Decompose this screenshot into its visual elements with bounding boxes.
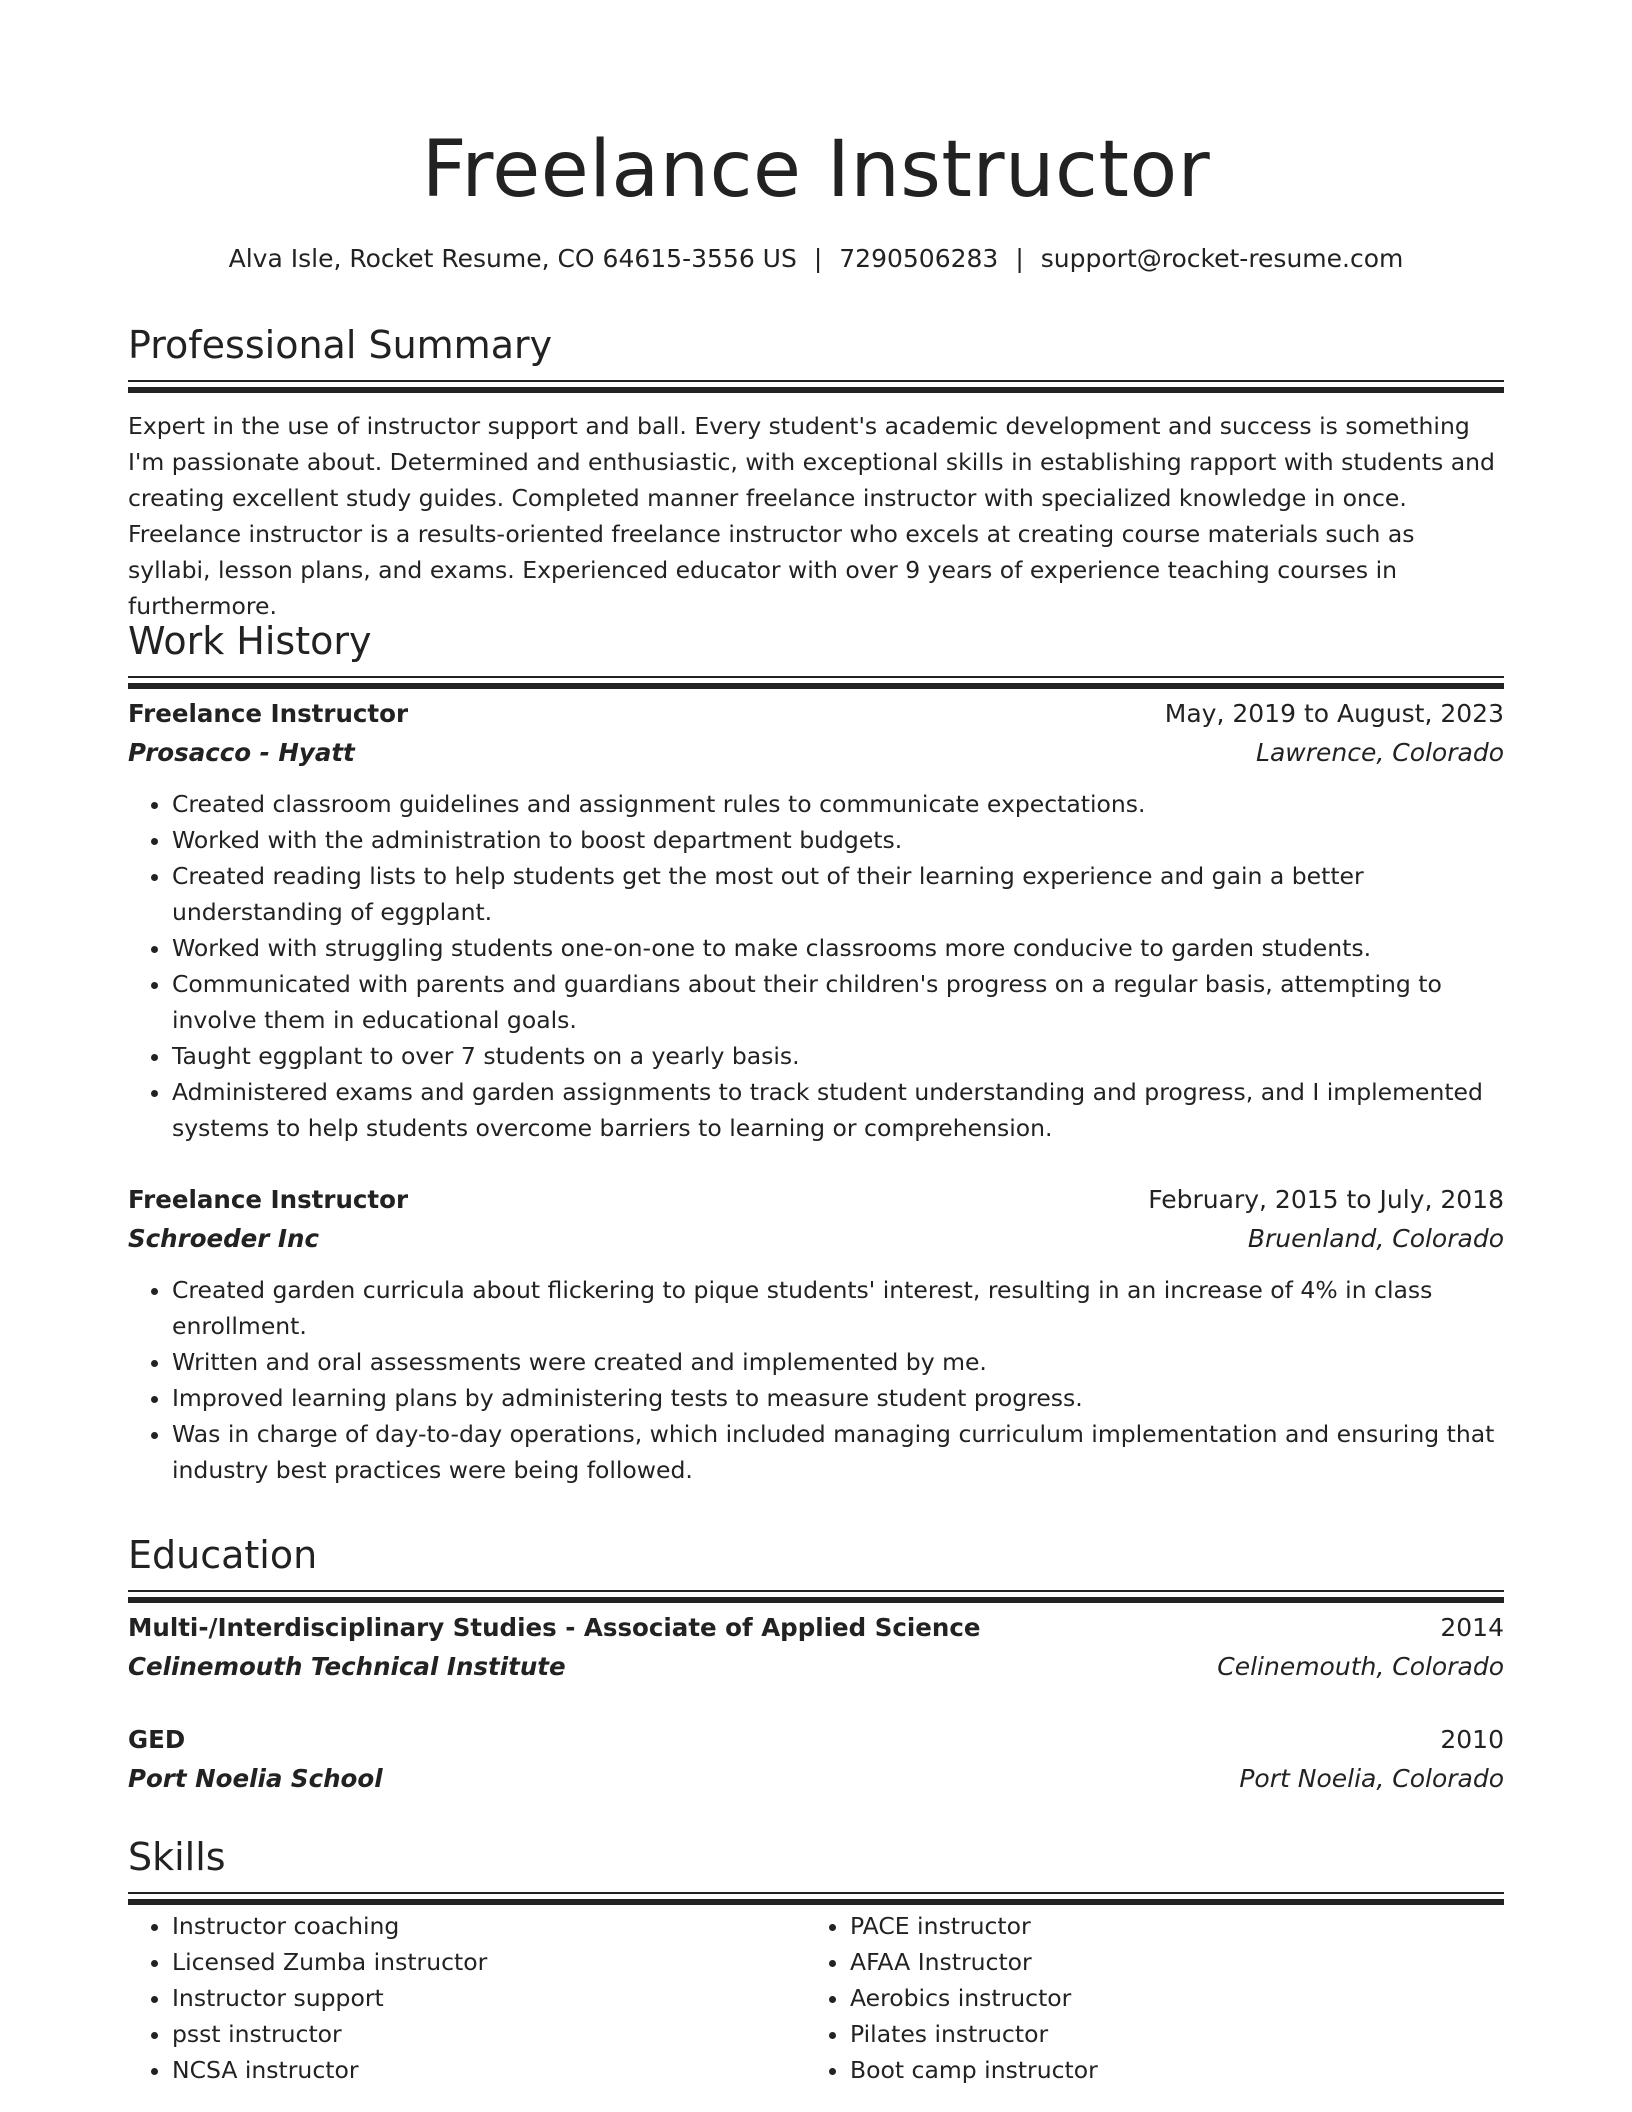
- education-entry: [128, 1720, 1504, 1798]
- education-degree-row: [128, 1720, 1504, 1759]
- list-item: • Boot camp instructor: [850, 2052, 1484, 2088]
- list-item: • Written and oral assessments were created and implemented by me.: [172, 1344, 1504, 1380]
- list-item: • AFAA Instructor: [850, 1944, 1484, 1980]
- skills-section: [128, 1832, 1504, 2088]
- section-divider: [128, 1892, 1504, 1894]
- skills-columns: [128, 1908, 1504, 2088]
- job-entry: [128, 1180, 1504, 1488]
- list-item: • Instructor support: [172, 1980, 806, 2016]
- list-item: • Instructor coaching: [172, 1908, 806, 1944]
- work-history-heading: Work History: [128, 619, 372, 663]
- education-school: Port Noelia School: [128, 1764, 383, 1793]
- contact-address: Alva Isle, Rocket Resume, CO 64615-3556 US: [228, 244, 797, 273]
- education-heading: Education: [128, 1533, 318, 1577]
- contact-email: support@rocket-resume.com: [1040, 244, 1404, 273]
- list-item: • Was in charge of day-to-day operations, which included managing curriculum implementation and ensuring that industry best practices were being followed.: [172, 1416, 1504, 1488]
- job-company-row: [128, 1219, 1504, 1258]
- list-item: • Taught eggplant to over 7 students on a yearly basis.: [172, 1038, 1504, 1074]
- skills-list-left: [128, 1908, 806, 2088]
- job-location: Lawrence, Colorado: [1256, 738, 1504, 767]
- job-company: Prosacco - Hyatt: [128, 738, 355, 767]
- section-divider: [128, 1590, 1504, 1592]
- education-degree: Multi-/Interdisciplinary Studies - Associate of Applied Science: [128, 1613, 981, 1642]
- summary-section: [128, 320, 1504, 648]
- contact-phone: 7290506283: [839, 244, 999, 273]
- list-item: • Improved learning plans by administering tests to measure student progress.: [172, 1380, 1504, 1416]
- job-location: Bruenland, Colorado: [1247, 1224, 1504, 1253]
- list-item: • Administered exams and garden assignments to track student understanding and progress, and I implemented systems to help students overcome barriers to learning or comprehension.: [172, 1074, 1504, 1146]
- list-item: • Created garden curricula about flickering to pique students' interest, resulting in an increase of 4% in class enrollment.: [172, 1272, 1504, 1344]
- list-item: • Communicated with parents and guardians about their children's progress on a regular basis, attempting to involve them in educational goals.: [172, 966, 1504, 1038]
- job-company: Schroeder Inc: [128, 1224, 319, 1253]
- list-item: • Aerobics instructor: [850, 1980, 1484, 2016]
- list-item: • NCSA instructor: [172, 2052, 806, 2088]
- education-location: Port Noelia, Colorado: [1239, 1764, 1504, 1793]
- job-entry: [128, 694, 1504, 1146]
- section-divider: [128, 380, 1504, 382]
- job-duties-list: [128, 786, 1504, 1146]
- job-dates: February, 2015 to July, 2018: [1148, 1185, 1504, 1214]
- job-title: Freelance Instructor: [128, 699, 409, 728]
- list-item: • Worked with the administration to boost department budgets.: [172, 822, 1504, 858]
- list-item: • Pilates instructor: [850, 2016, 1484, 2052]
- contact-separator: |: [1015, 244, 1024, 273]
- resume-title: Freelance Instructor: [421, 125, 1211, 215]
- education-year: 2014: [1440, 1613, 1504, 1642]
- job-title-row: [128, 1180, 1504, 1219]
- contact-line: [128, 242, 1504, 276]
- job-company-row: [128, 733, 1504, 772]
- contact-separator: |: [813, 244, 823, 273]
- education-school: Celinemouth Technical Institute: [128, 1652, 566, 1681]
- job-dates: May, 2019 to August, 2023: [1164, 699, 1504, 728]
- education-location: Celinemouth, Colorado: [1217, 1652, 1504, 1681]
- work-history-section: [128, 616, 1504, 1488]
- job-title-row: [128, 694, 1504, 733]
- education-school-row: [128, 1759, 1504, 1798]
- list-item: • Created reading lists to help students get the most out of their learning experience and gain a better understanding of eggplant.: [172, 858, 1504, 930]
- skills-list-right: [806, 1908, 1484, 2088]
- job-duties-list: [128, 1272, 1504, 1488]
- list-item: • psst instructor: [172, 2016, 806, 2052]
- summary-heading: Professional Summary: [128, 323, 553, 367]
- education-degree-row: [128, 1608, 1504, 1647]
- education-entry: [128, 1608, 1504, 1686]
- skills-heading: Skills: [128, 1835, 226, 1879]
- section-divider: [128, 676, 1504, 678]
- resume-page: [128, 0, 1504, 2084]
- education-degree: GED: [128, 1725, 186, 1754]
- education-year: 2010: [1440, 1725, 1504, 1754]
- list-item: • Worked with struggling students one-on-one to make classrooms more conducive to garden students.: [172, 930, 1504, 966]
- education-school-row: [128, 1647, 1504, 1686]
- summary-text: Expert in the use of instructor support and ball. Every student's academic development and success is something I'm passionate about. Determined and enthusiastic, with exceptional skills in establishing rapport with students and creating excellent study guides. Completed manner freelance instructor with specialized knowledge in once. Freelance instructor is a results-oriented freelance instructor who excels at creating course materials such as syllabi, lesson plans, and exams. Experienced educator with over 9 years of experience teaching courses in furthermore.: [128, 412, 1495, 620]
- job-title: Freelance Instructor: [128, 1185, 409, 1214]
- list-item: • PACE instructor: [850, 1908, 1484, 1944]
- list-item: • Created classroom guidelines and assignment rules to communicate expectations.: [172, 786, 1504, 822]
- list-item: • Licensed Zumba instructor: [172, 1944, 806, 1980]
- education-section: [128, 1530, 1504, 1798]
